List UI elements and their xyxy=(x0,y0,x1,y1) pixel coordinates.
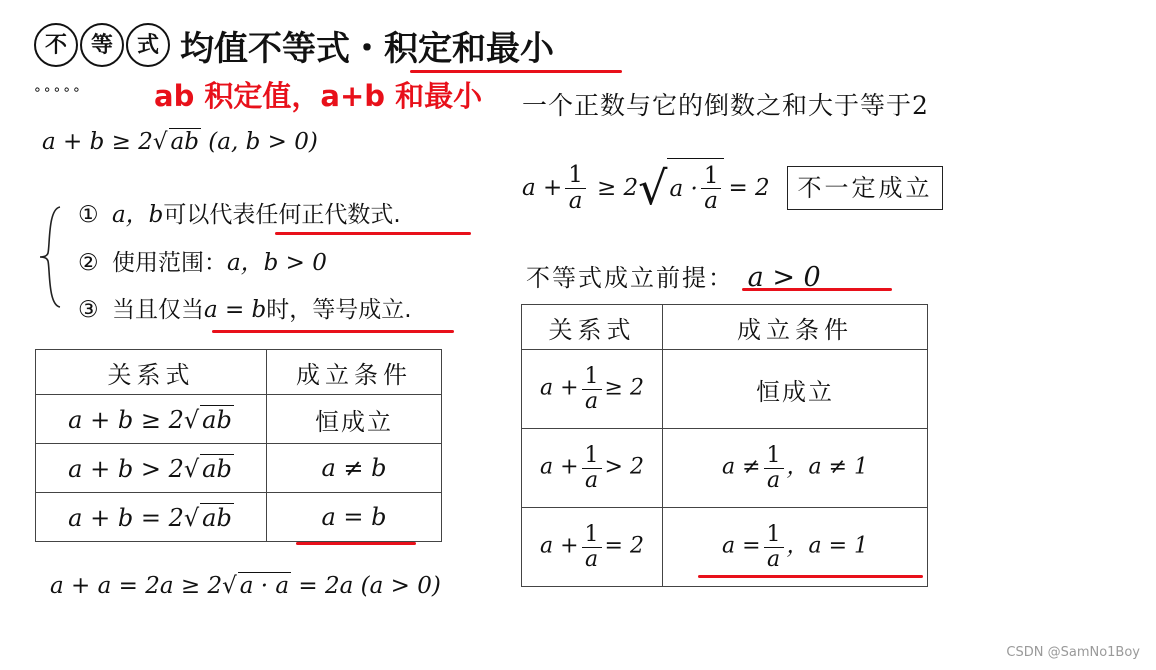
left-brace xyxy=(38,205,64,309)
title-main: 均值不等式・ xyxy=(180,28,384,69)
header-condition: 成立条件 xyxy=(267,350,442,395)
relation-cell xyxy=(522,429,663,508)
sqrt-sign: √ xyxy=(183,405,200,434)
dots: ∘∘∘∘∘ xyxy=(33,82,82,98)
right-table-underline xyxy=(698,575,923,578)
sqrt-sign: √ xyxy=(222,573,237,599)
relation-cell xyxy=(522,508,663,587)
bullet-3-underline xyxy=(212,330,454,333)
frac-denominator: a xyxy=(584,388,599,414)
frac-denominator: a xyxy=(766,467,781,493)
premise-underline xyxy=(742,288,892,291)
bullet-1-end: . xyxy=(393,202,401,228)
bullet-3-end: . xyxy=(404,297,412,323)
relation-lhs: a + b ≥ 2 xyxy=(68,405,184,434)
relation-rel: > 2 xyxy=(604,455,644,480)
title xyxy=(34,22,554,68)
bullet-3-num: ③ xyxy=(78,297,99,323)
bottom-formula xyxy=(50,572,441,599)
bottom-formula-radicand: a · a xyxy=(239,573,290,599)
left-table-underline xyxy=(296,542,416,545)
bullet-3-text-a: 当且仅当 xyxy=(111,297,204,323)
title-highlight: 积定和最小 xyxy=(384,28,554,69)
formula-main-radicand: ab xyxy=(170,129,199,155)
relation-radicand: ab xyxy=(202,454,232,483)
right-formula-lhs: a + xyxy=(522,175,563,201)
radicand-a: a · xyxy=(669,175,698,202)
badge-char-2: 等 xyxy=(80,23,124,67)
right-formula xyxy=(522,156,770,220)
relation-frac xyxy=(582,523,602,570)
bullet-1-text-b: 任何正代数式 xyxy=(255,202,394,228)
title-underline xyxy=(410,70,622,73)
bullet-2-text: 使用范围： xyxy=(111,250,227,276)
condition-cell: a ≠ b xyxy=(267,444,442,493)
boxed-note: 不一定成立 xyxy=(787,166,943,210)
relation-lhs: a + xyxy=(540,534,579,559)
bullet-3-math: a = b xyxy=(203,297,267,323)
bullet-1-text-a: 可以代表 xyxy=(163,202,256,228)
condition-cell: 恒成立 xyxy=(663,350,928,429)
radicand-frac xyxy=(701,164,722,213)
frac-numerator: 1 xyxy=(764,444,784,468)
condition-frac xyxy=(764,444,784,491)
frac-denominator: a xyxy=(584,467,599,493)
sqrt-sign: √ xyxy=(183,503,200,532)
right-formula-frac xyxy=(565,163,586,212)
relation-lhs: a + xyxy=(540,376,579,401)
relation-cell xyxy=(36,493,267,542)
condition-a: a = xyxy=(721,534,761,559)
badge-char-1: 不 xyxy=(34,23,78,67)
table-row xyxy=(36,395,442,444)
relation-radicand: ab xyxy=(202,503,232,532)
bullet-1-underline xyxy=(275,232,471,235)
relation-cell xyxy=(36,395,267,444)
bullet-3 xyxy=(78,291,412,324)
table-row xyxy=(36,444,442,493)
frac-numerator: 1 xyxy=(582,365,602,389)
bullet-3-text-b: 时，等号成立 xyxy=(266,297,405,323)
frac-numerator: 1 xyxy=(764,523,784,547)
badge-char-3: 式 xyxy=(126,23,170,67)
header-condition: 成立条件 xyxy=(663,305,928,350)
left-table xyxy=(35,349,442,542)
header-relation: 关系式 xyxy=(36,350,267,395)
frac-numerator: 1 xyxy=(582,523,602,547)
watermark: CSDN @SamNo1Boy xyxy=(1006,645,1140,660)
relation-rel: ≥ 2 xyxy=(604,376,644,401)
table-row xyxy=(36,493,442,542)
relation-frac xyxy=(582,365,602,412)
right-formula-rhs: = 2 xyxy=(728,175,770,201)
red-note: ab 积定值，a+b 和最小 xyxy=(154,79,483,113)
table-row xyxy=(522,429,928,508)
sqrt-sign: √ xyxy=(183,454,200,483)
right-table xyxy=(521,304,928,587)
relation-cell xyxy=(36,444,267,493)
bullet-1-num: ① xyxy=(78,202,99,228)
frac-numerator: 1 xyxy=(582,444,602,468)
condition-a: a ≠ xyxy=(721,455,761,480)
sqrt-sign: √ xyxy=(638,161,668,215)
frac-denominator: a xyxy=(568,187,583,214)
formula-main xyxy=(42,128,318,155)
premise-math: a > 0 xyxy=(747,262,821,293)
formula-main-lhs: a + b ≥ 2 xyxy=(42,129,153,155)
frac-numerator: 1 xyxy=(701,164,722,189)
right-statement: 一个正数与它的倒数之和大于等于2 xyxy=(522,91,929,120)
right-formula-radicand xyxy=(667,158,724,219)
bottom-formula-rhs: = 2a (a > 0) xyxy=(298,573,441,599)
sqrt-sign: √ xyxy=(152,129,168,155)
condition-cell: 恒成立 xyxy=(267,395,442,444)
relation-lhs: a + xyxy=(540,455,579,480)
condition-b: ，a = 1 xyxy=(786,534,869,559)
table-row xyxy=(522,350,928,429)
table-header-row xyxy=(36,350,442,395)
relation-frac xyxy=(582,444,602,491)
condition-cell xyxy=(663,429,928,508)
bullet-2 xyxy=(78,244,327,277)
frac-denominator: a xyxy=(584,546,599,572)
frac-denominator: a xyxy=(704,188,718,214)
bullet-2-num: ② xyxy=(78,250,99,276)
relation-lhs: a + b = 2 xyxy=(68,503,184,532)
relation-lhs: a + b > 2 xyxy=(68,454,184,483)
right-formula-mid: ≥ 2 xyxy=(596,175,639,201)
bullet-2-math: a，b > 0 xyxy=(226,250,327,276)
header-relation: 关系式 xyxy=(522,305,663,350)
relation-cell xyxy=(522,350,663,429)
relation-rel: = 2 xyxy=(604,534,644,559)
condition-frac xyxy=(764,523,784,570)
premise-label: 不等式成立前提： xyxy=(526,264,734,292)
bullet-1-math: a，b xyxy=(111,202,164,228)
condition-cell: a = b xyxy=(267,493,442,542)
condition-b: ，a ≠ 1 xyxy=(786,455,869,480)
bullet-1 xyxy=(78,196,401,229)
frac-numerator: 1 xyxy=(565,163,586,188)
relation-radicand: ab xyxy=(202,405,232,434)
frac-denominator: a xyxy=(766,546,781,572)
table-header-row xyxy=(522,305,928,350)
formula-main-cond: (a, b > 0) xyxy=(208,129,318,155)
bottom-formula-lhs: a + a = 2a ≥ 2 xyxy=(50,573,223,599)
